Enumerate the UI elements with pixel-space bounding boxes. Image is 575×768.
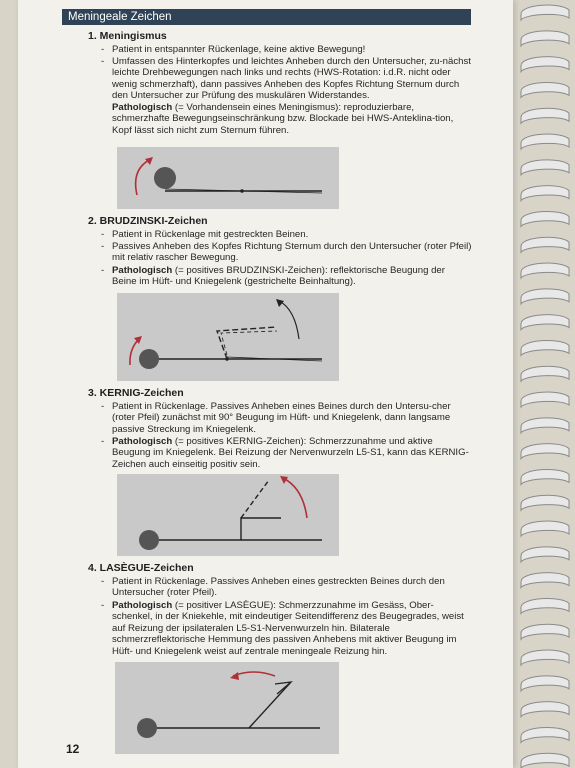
hip-joint (240, 189, 244, 193)
pathology-label: Pathologisch (112, 436, 173, 447)
dashed-leg-2 (221, 331, 277, 355)
list-item: - Patient in Rückenlage. Passives Anheben eines gestreckten Beines durch den Untersucher (roter Pfeil). (100, 576, 472, 599)
spiral-ring (521, 727, 569, 742)
section-title-bar: Meningeale Zeichen (62, 9, 471, 25)
pathology-text: (= positives KERNIG-Zeichen): Schmerzzunahme und aktive Beugung im Kniegelenk. Bei Reizung der Nervenwurzeln L5-S1, kann das KERNIG-Zeichen auch einseitig positiv sein. (112, 436, 469, 470)
spiral-ring (521, 521, 569, 536)
spiral-ring (521, 392, 569, 407)
dashed-leg (241, 480, 269, 518)
spiral-ring (521, 676, 569, 691)
pathology-paragraph (100, 102, 472, 136)
pathology-text: (= Vorhandensein eines Meningismus): reproduzierbare, schmerzhafte Bewegungseinschränkung bzw. Blockade bei HWS-Anteklina-tion, Kopf lässt sich nicht zum Sternum führen. (112, 102, 454, 136)
heading-brudzinski: 2. BRUDZINSKI-Zeichen (88, 215, 208, 227)
spiral-ring (521, 753, 569, 768)
spiral-ring (521, 444, 569, 459)
arrow-curve (136, 159, 151, 195)
spiral-ring (521, 5, 569, 20)
head-circle (139, 349, 159, 369)
pathology-label: Pathologisch (112, 600, 173, 611)
pathology-paragraph (100, 436, 472, 470)
spiral-ring (521, 366, 569, 381)
figure-lasegue (115, 662, 339, 754)
spiral-binding (513, 0, 575, 768)
dashed-leg (217, 327, 277, 359)
spiral-ring (521, 134, 569, 149)
head-circle (139, 530, 159, 550)
spiral-ring (521, 650, 569, 665)
figure-meningismus (117, 147, 339, 209)
pathology-paragraph (100, 265, 472, 288)
list-item: - Umfassen des Hinterkopfes und leichtes Anheben durch den Untersucher, zu-nächst leichte Drehbewegungen nach links und rechts (HWS-Rotation: i.d.R. nicht oder wenig schmerzhaft), dann passives Anheben des Kopfes Richtung Sternum durch den Untersucher zur Prüfung des muskulären Widerstandes. (100, 56, 472, 102)
spiral-ring (521, 418, 569, 433)
spiral-ring (521, 160, 569, 175)
list-item: - Patient in Rückenlage. Passives Anheben eines Beines durch den Untersu-cher (roter Pfeil) zunächst mit 90° Beugung im Hüft- und Kniegelenk, dann langsame passive Streckung im Kniegelenk. (100, 401, 472, 435)
bent-leg (241, 518, 281, 540)
list-item: - Patient in entspannter Rückenlage, keine aktive Bewegung! (100, 44, 480, 55)
spiral-ring (521, 598, 569, 613)
spiral-ring (521, 547, 569, 562)
pathology-label: Pathologisch (112, 102, 173, 113)
spiral-ring (521, 57, 569, 72)
spiral-ring (521, 340, 569, 355)
arrow-curve (233, 672, 275, 676)
spiral-ring (521, 289, 569, 304)
leg-arrow-curve (279, 301, 299, 339)
arrow-curve (130, 339, 139, 365)
spiral-ring (521, 263, 569, 278)
spiral-ring (521, 211, 569, 226)
pathology-text: (= positiver LASÈGUE): Schmerzzunahme im Gesäss, Ober-schenkel, in der Kniekehle, mit eindeutiger Seitendifferenz des Beugegrades, weist auf Reizung der ipsilateralen L5-S1-Nervenwurzeln hin. Bilaterale schmerzreflektorische Hemmung des passiven Anhebens mit aktiver Beugung im Hüft- und Kniegelenk weist auf zentrale meningeale Reizung hin. (112, 600, 464, 657)
figure-kernig (117, 474, 339, 556)
spiral-ring (521, 573, 569, 588)
list-item: - Patient in Rückenlage mit gestreckten Beinen. (100, 229, 480, 240)
figure-brudzinski (117, 293, 339, 381)
page-number: 12 (66, 742, 80, 756)
pathology-paragraph (100, 600, 472, 657)
spiral-ring (521, 495, 569, 510)
heading-lasegue: 4. LASÈGUE-Zeichen (88, 562, 194, 574)
heading-meningismus: 1. Meningismus (88, 30, 167, 42)
raised-leg (249, 682, 291, 728)
arrow-head (230, 672, 239, 680)
arrow-curve (283, 478, 307, 518)
spiral-ring (521, 186, 569, 201)
spiral-ring (521, 315, 569, 330)
pathology-text: (= positives BRUDZINSKI-Zeichen): reflektorische Beugung der Beine im Hüft- und Kniegelenk (gestrichelte Beinhaltung). (112, 265, 445, 288)
foot (275, 682, 291, 694)
spiral-ring (521, 31, 569, 46)
spiral-ring (521, 469, 569, 484)
pathology-label: Pathologisch (112, 265, 173, 276)
list-item: - Passives Anheben des Kopfes Richtung Sternum durch den Untersucher (roter Pfeil) mit relativ rascher Bewegung. (100, 241, 472, 264)
spiral-ring (521, 702, 569, 717)
spiral-ring (521, 82, 569, 97)
head-circle (154, 167, 176, 189)
head-circle (137, 718, 157, 738)
spiral-ring (521, 624, 569, 639)
heading-kernig: 3. KERNIG-Zeichen (88, 387, 184, 399)
spiral-ring (521, 108, 569, 123)
spiral-ring (521, 237, 569, 252)
